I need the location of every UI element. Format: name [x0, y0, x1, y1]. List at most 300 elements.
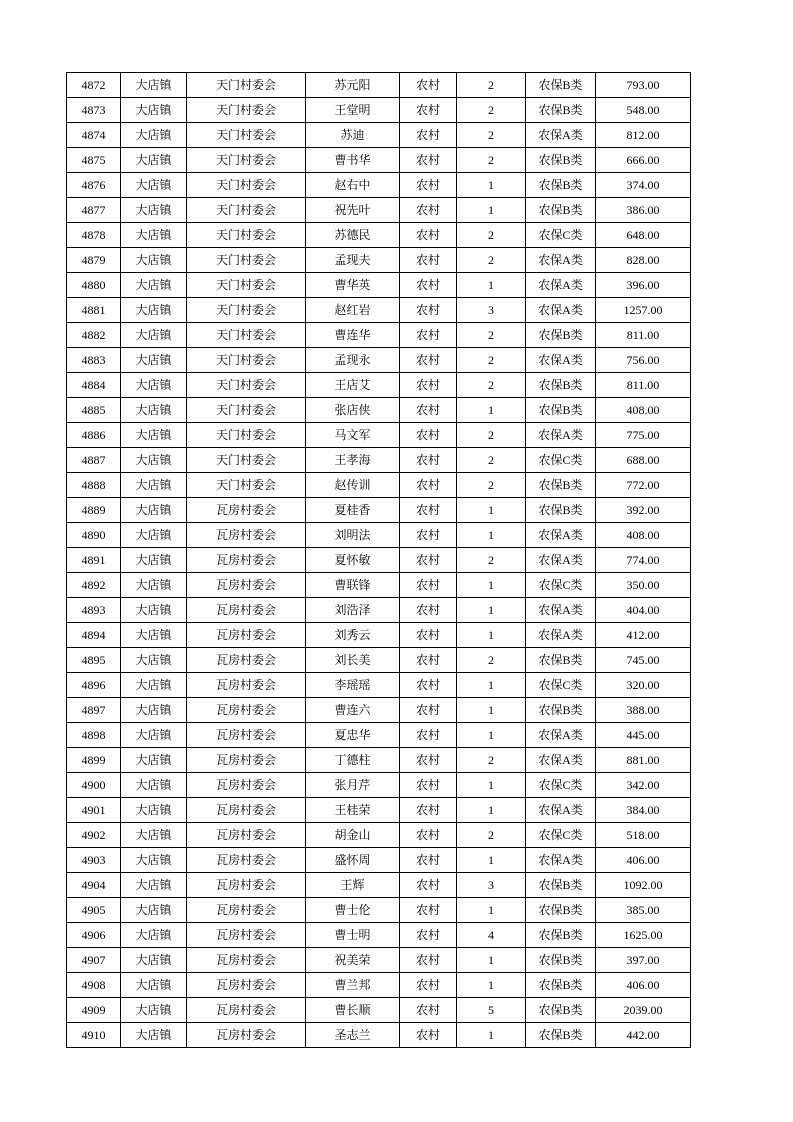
cell-village: 瓦房村委会 — [187, 998, 306, 1023]
cell-count: 1 — [457, 898, 526, 923]
table-row — [67, 398, 691, 423]
cell-town: 大店镇 — [121, 323, 187, 348]
cell-count: 2 — [457, 73, 526, 98]
cell-name: 王桂荣 — [306, 798, 400, 823]
cell-village: 天门村委会 — [187, 348, 306, 373]
cell-type: 农村 — [400, 673, 457, 698]
cell-name: 孟现永 — [306, 348, 400, 373]
cell-amount: 756.00 — [596, 348, 691, 373]
cell-count: 3 — [457, 873, 526, 898]
cell-name: 赵右中 — [306, 173, 400, 198]
cell-amount: 412.00 — [596, 623, 691, 648]
cell-amount: 828.00 — [596, 248, 691, 273]
cell-name: 王堂明 — [306, 98, 400, 123]
table-row — [67, 823, 691, 848]
cell-id: 4906 — [67, 923, 121, 948]
cell-name: 孟现夫 — [306, 248, 400, 273]
cell-type: 农村 — [400, 498, 457, 523]
cell-name: 夏忠华 — [306, 723, 400, 748]
cell-count: 1 — [457, 698, 526, 723]
cell-village: 天门村委会 — [187, 273, 306, 298]
cell-type: 农村 — [400, 648, 457, 673]
cell-type: 农村 — [400, 548, 457, 573]
cell-category: 农保B类 — [526, 473, 596, 498]
cell-id: 4875 — [67, 148, 121, 173]
cell-name: 胡金山 — [306, 823, 400, 848]
table-row — [67, 473, 691, 498]
cell-id: 4876 — [67, 173, 121, 198]
cell-town: 大店镇 — [121, 448, 187, 473]
cell-town: 大店镇 — [121, 423, 187, 448]
cell-type: 农村 — [400, 248, 457, 273]
cell-village: 天门村委会 — [187, 173, 306, 198]
table-row — [67, 98, 691, 123]
cell-type: 农村 — [400, 398, 457, 423]
cell-type: 农村 — [400, 948, 457, 973]
cell-category: 农保B类 — [526, 173, 596, 198]
table-row — [67, 598, 691, 623]
cell-category: 农保B类 — [526, 98, 596, 123]
cell-town: 大店镇 — [121, 798, 187, 823]
cell-category: 农保A类 — [526, 123, 596, 148]
cell-amount: 811.00 — [596, 373, 691, 398]
cell-count: 1 — [457, 623, 526, 648]
cell-category: 农保A类 — [526, 623, 596, 648]
cell-category: 农保A类 — [526, 248, 596, 273]
cell-category: 农保A类 — [526, 848, 596, 873]
table-row — [67, 173, 691, 198]
table-row — [67, 698, 691, 723]
cell-category: 农保B类 — [526, 973, 596, 998]
cell-town: 大店镇 — [121, 848, 187, 873]
cell-category: 农保B类 — [526, 198, 596, 223]
cell-name: 曹长顺 — [306, 998, 400, 1023]
cell-name: 刘长美 — [306, 648, 400, 673]
cell-name: 夏桂香 — [306, 498, 400, 523]
cell-count: 1 — [457, 573, 526, 598]
cell-town: 大店镇 — [121, 73, 187, 98]
cell-amount: 406.00 — [596, 848, 691, 873]
cell-name: 李瑶瑶 — [306, 673, 400, 698]
cell-village: 瓦房村委会 — [187, 673, 306, 698]
cell-category: 农保A类 — [526, 598, 596, 623]
cell-village: 瓦房村委会 — [187, 623, 306, 648]
table-row — [67, 723, 691, 748]
cell-count: 1 — [457, 523, 526, 548]
cell-amount: 442.00 — [596, 1023, 691, 1048]
table-row — [67, 1023, 691, 1048]
cell-amount: 745.00 — [596, 648, 691, 673]
cell-town: 大店镇 — [121, 548, 187, 573]
cell-category: 农保B类 — [526, 923, 596, 948]
cell-count: 2 — [457, 148, 526, 173]
cell-amount: 688.00 — [596, 448, 691, 473]
cell-count: 4 — [457, 923, 526, 948]
table-row — [67, 498, 691, 523]
cell-town: 大店镇 — [121, 698, 187, 723]
cell-village: 瓦房村委会 — [187, 798, 306, 823]
cell-type: 农村 — [400, 1023, 457, 1048]
cell-id: 4879 — [67, 248, 121, 273]
cell-town: 大店镇 — [121, 248, 187, 273]
cell-village: 瓦房村委会 — [187, 948, 306, 973]
cell-count: 2 — [457, 823, 526, 848]
cell-count: 1 — [457, 848, 526, 873]
cell-name: 曹兰邦 — [306, 973, 400, 998]
cell-village: 天门村委会 — [187, 373, 306, 398]
table-row — [67, 373, 691, 398]
cell-type: 农村 — [400, 898, 457, 923]
cell-type: 农村 — [400, 523, 457, 548]
cell-town: 大店镇 — [121, 648, 187, 673]
cell-village: 瓦房村委会 — [187, 598, 306, 623]
cell-category: 农保B类 — [526, 873, 596, 898]
cell-category: 农保C类 — [526, 823, 596, 848]
cell-name: 王店艾 — [306, 373, 400, 398]
cell-id: 4897 — [67, 698, 121, 723]
cell-village: 瓦房村委会 — [187, 548, 306, 573]
cell-amount: 385.00 — [596, 898, 691, 923]
cell-count: 1 — [457, 498, 526, 523]
cell-name: 曹联锋 — [306, 573, 400, 598]
cell-amount: 445.00 — [596, 723, 691, 748]
cell-category: 农保B类 — [526, 498, 596, 523]
cell-category: 农保A类 — [526, 723, 596, 748]
cell-count: 1 — [457, 773, 526, 798]
cell-village: 天门村委会 — [187, 423, 306, 448]
cell-town: 大店镇 — [121, 398, 187, 423]
cell-name: 夏怀敏 — [306, 548, 400, 573]
cell-id: 4882 — [67, 323, 121, 348]
table-row — [67, 948, 691, 973]
cell-type: 农村 — [400, 573, 457, 598]
cell-id: 4900 — [67, 773, 121, 798]
cell-type: 农村 — [400, 998, 457, 1023]
cell-count: 1 — [457, 173, 526, 198]
cell-town: 大店镇 — [121, 898, 187, 923]
cell-town: 大店镇 — [121, 498, 187, 523]
cell-village: 天门村委会 — [187, 473, 306, 498]
cell-count: 2 — [457, 348, 526, 373]
cell-type: 农村 — [400, 73, 457, 98]
table-row — [67, 423, 691, 448]
table-row — [67, 448, 691, 473]
table-row — [67, 223, 691, 248]
cell-type: 农村 — [400, 373, 457, 398]
cell-id: 4898 — [67, 723, 121, 748]
cell-amount: 811.00 — [596, 323, 691, 348]
cell-count: 2 — [457, 648, 526, 673]
cell-category: 农保B类 — [526, 73, 596, 98]
cell-name: 张店侠 — [306, 398, 400, 423]
cell-id: 4899 — [67, 748, 121, 773]
cell-name: 祝美荣 — [306, 948, 400, 973]
cell-town: 大店镇 — [121, 348, 187, 373]
cell-count: 1 — [457, 673, 526, 698]
cell-category: 农保B类 — [526, 698, 596, 723]
cell-name: 曹连六 — [306, 698, 400, 723]
cell-amount: 666.00 — [596, 148, 691, 173]
cell-name: 刘浩泽 — [306, 598, 400, 623]
table-row — [67, 898, 691, 923]
cell-id: 4874 — [67, 123, 121, 148]
cell-amount: 386.00 — [596, 198, 691, 223]
cell-town: 大店镇 — [121, 623, 187, 648]
table-row — [67, 148, 691, 173]
table-row — [67, 773, 691, 798]
cell-id: 4880 — [67, 273, 121, 298]
cell-name: 圣志兰 — [306, 1023, 400, 1048]
table-row — [67, 123, 691, 148]
table-row — [67, 648, 691, 673]
cell-village: 瓦房村委会 — [187, 523, 306, 548]
cell-town: 大店镇 — [121, 823, 187, 848]
cell-village: 瓦房村委会 — [187, 973, 306, 998]
cell-id: 4896 — [67, 673, 121, 698]
cell-village: 天门村委会 — [187, 98, 306, 123]
table-row — [67, 273, 691, 298]
cell-name: 苏元阳 — [306, 73, 400, 98]
cell-category: 农保C类 — [526, 448, 596, 473]
cell-type: 农村 — [400, 423, 457, 448]
table-row — [67, 73, 691, 98]
cell-category: 农保A类 — [526, 523, 596, 548]
cell-id: 4885 — [67, 398, 121, 423]
cell-town: 大店镇 — [121, 948, 187, 973]
cell-count: 2 — [457, 748, 526, 773]
cell-category: 农保B类 — [526, 998, 596, 1023]
cell-amount: 775.00 — [596, 423, 691, 448]
cell-count: 1 — [457, 798, 526, 823]
cell-village: 天门村委会 — [187, 323, 306, 348]
cell-amount: 648.00 — [596, 223, 691, 248]
cell-village: 天门村委会 — [187, 123, 306, 148]
cell-town: 大店镇 — [121, 673, 187, 698]
cell-id: 4877 — [67, 198, 121, 223]
table-row — [67, 523, 691, 548]
table-body — [67, 73, 691, 1048]
cell-village: 瓦房村委会 — [187, 773, 306, 798]
table-row — [67, 623, 691, 648]
cell-village: 天门村委会 — [187, 448, 306, 473]
cell-town: 大店镇 — [121, 1023, 187, 1048]
table-row — [67, 348, 691, 373]
cell-type: 农村 — [400, 748, 457, 773]
cell-village: 天门村委会 — [187, 73, 306, 98]
cell-id: 4893 — [67, 598, 121, 623]
cell-village: 瓦房村委会 — [187, 748, 306, 773]
cell-category: 农保B类 — [526, 398, 596, 423]
cell-type: 农村 — [400, 223, 457, 248]
cell-type: 农村 — [400, 148, 457, 173]
cell-name: 盛怀周 — [306, 848, 400, 873]
cell-type: 农村 — [400, 173, 457, 198]
cell-type: 农村 — [400, 698, 457, 723]
cell-name: 曹士伦 — [306, 898, 400, 923]
cell-name: 曹书华 — [306, 148, 400, 173]
cell-amount: 406.00 — [596, 973, 691, 998]
cell-type: 农村 — [400, 873, 457, 898]
cell-town: 大店镇 — [121, 598, 187, 623]
cell-village: 瓦房村委会 — [187, 873, 306, 898]
cell-type: 农村 — [400, 973, 457, 998]
cell-name: 赵红岩 — [306, 298, 400, 323]
table-row — [67, 198, 691, 223]
cell-village: 天门村委会 — [187, 298, 306, 323]
cell-town: 大店镇 — [121, 923, 187, 948]
cell-town: 大店镇 — [121, 998, 187, 1023]
cell-amount: 350.00 — [596, 573, 691, 598]
cell-village: 天门村委会 — [187, 223, 306, 248]
cell-amount: 1625.00 — [596, 923, 691, 948]
table-row — [67, 798, 691, 823]
cell-village: 瓦房村委会 — [187, 923, 306, 948]
cell-town: 大店镇 — [121, 373, 187, 398]
cell-amount: 548.00 — [596, 98, 691, 123]
cell-village: 瓦房村委会 — [187, 723, 306, 748]
cell-count: 1 — [457, 198, 526, 223]
table-row — [67, 873, 691, 898]
cell-id: 4894 — [67, 623, 121, 648]
cell-town: 大店镇 — [121, 523, 187, 548]
cell-id: 4891 — [67, 548, 121, 573]
cell-amount: 774.00 — [596, 548, 691, 573]
cell-type: 农村 — [400, 798, 457, 823]
cell-category: 农保C类 — [526, 573, 596, 598]
cell-id: 4873 — [67, 98, 121, 123]
cell-town: 大店镇 — [121, 148, 187, 173]
cell-id: 4890 — [67, 523, 121, 548]
benefits-table — [66, 72, 691, 1048]
cell-name: 曹连华 — [306, 323, 400, 348]
cell-amount: 518.00 — [596, 823, 691, 848]
cell-count: 2 — [457, 448, 526, 473]
cell-count: 1 — [457, 948, 526, 973]
cell-type: 农村 — [400, 98, 457, 123]
cell-count: 2 — [457, 248, 526, 273]
cell-town: 大店镇 — [121, 573, 187, 598]
cell-town: 大店镇 — [121, 223, 187, 248]
cell-name: 刘明法 — [306, 523, 400, 548]
cell-count: 1 — [457, 398, 526, 423]
cell-id: 4902 — [67, 823, 121, 848]
cell-type: 农村 — [400, 273, 457, 298]
cell-count: 2 — [457, 473, 526, 498]
cell-type: 农村 — [400, 298, 457, 323]
cell-type: 农村 — [400, 123, 457, 148]
cell-village: 瓦房村委会 — [187, 898, 306, 923]
cell-type: 农村 — [400, 448, 457, 473]
cell-name: 祝先叶 — [306, 198, 400, 223]
cell-id: 4881 — [67, 298, 121, 323]
cell-town: 大店镇 — [121, 98, 187, 123]
cell-category: 农保B类 — [526, 323, 596, 348]
cell-count: 1 — [457, 1023, 526, 1048]
cell-name: 苏迪 — [306, 123, 400, 148]
cell-town: 大店镇 — [121, 173, 187, 198]
cell-count: 2 — [457, 98, 526, 123]
table-row — [67, 748, 691, 773]
cell-type: 农村 — [400, 923, 457, 948]
table-row — [67, 973, 691, 998]
cell-type: 农村 — [400, 723, 457, 748]
cell-id: 4892 — [67, 573, 121, 598]
cell-amount: 812.00 — [596, 123, 691, 148]
cell-village: 天门村委会 — [187, 398, 306, 423]
cell-amount: 772.00 — [596, 473, 691, 498]
cell-id: 4887 — [67, 448, 121, 473]
cell-id: 4895 — [67, 648, 121, 673]
cell-town: 大店镇 — [121, 123, 187, 148]
cell-town: 大店镇 — [121, 298, 187, 323]
cell-id: 4903 — [67, 848, 121, 873]
cell-amount: 793.00 — [596, 73, 691, 98]
cell-count: 1 — [457, 598, 526, 623]
cell-count: 2 — [457, 373, 526, 398]
cell-amount: 397.00 — [596, 948, 691, 973]
cell-id: 4889 — [67, 498, 121, 523]
cell-amount: 404.00 — [596, 598, 691, 623]
cell-town: 大店镇 — [121, 873, 187, 898]
cell-amount: 392.00 — [596, 498, 691, 523]
cell-type: 农村 — [400, 348, 457, 373]
cell-category: 农保A类 — [526, 423, 596, 448]
table-row — [67, 998, 691, 1023]
cell-type: 农村 — [400, 323, 457, 348]
cell-name: 曹士明 — [306, 923, 400, 948]
cell-amount: 408.00 — [596, 523, 691, 548]
cell-amount: 2039.00 — [596, 998, 691, 1023]
cell-id: 4884 — [67, 373, 121, 398]
cell-amount: 320.00 — [596, 673, 691, 698]
cell-count: 1 — [457, 273, 526, 298]
cell-type: 农村 — [400, 848, 457, 873]
cell-amount: 374.00 — [596, 173, 691, 198]
cell-amount: 396.00 — [596, 273, 691, 298]
table-row — [67, 548, 691, 573]
cell-id: 4901 — [67, 798, 121, 823]
cell-amount: 408.00 — [596, 398, 691, 423]
cell-town: 大店镇 — [121, 473, 187, 498]
cell-town: 大店镇 — [121, 973, 187, 998]
table-row — [67, 298, 691, 323]
table-row — [67, 248, 691, 273]
cell-id: 4886 — [67, 423, 121, 448]
cell-category: 农保C类 — [526, 223, 596, 248]
cell-name: 曹华英 — [306, 273, 400, 298]
cell-category: 农保B类 — [526, 948, 596, 973]
cell-village: 瓦房村委会 — [187, 823, 306, 848]
cell-type: 农村 — [400, 773, 457, 798]
cell-type: 农村 — [400, 623, 457, 648]
cell-village: 瓦房村委会 — [187, 1023, 306, 1048]
cell-village: 瓦房村委会 — [187, 848, 306, 873]
cell-name: 赵传训 — [306, 473, 400, 498]
cell-type: 农村 — [400, 473, 457, 498]
cell-category: 农保A类 — [526, 348, 596, 373]
cell-id: 4907 — [67, 948, 121, 973]
cell-category: 农保B类 — [526, 148, 596, 173]
cell-id: 4878 — [67, 223, 121, 248]
cell-category: 农保C类 — [526, 773, 596, 798]
cell-town: 大店镇 — [121, 198, 187, 223]
cell-amount: 388.00 — [596, 698, 691, 723]
cell-category: 农保B类 — [526, 898, 596, 923]
cell-category: 农保A类 — [526, 798, 596, 823]
table-row — [67, 848, 691, 873]
cell-category: 农保A类 — [526, 748, 596, 773]
cell-category: 农保A类 — [526, 548, 596, 573]
